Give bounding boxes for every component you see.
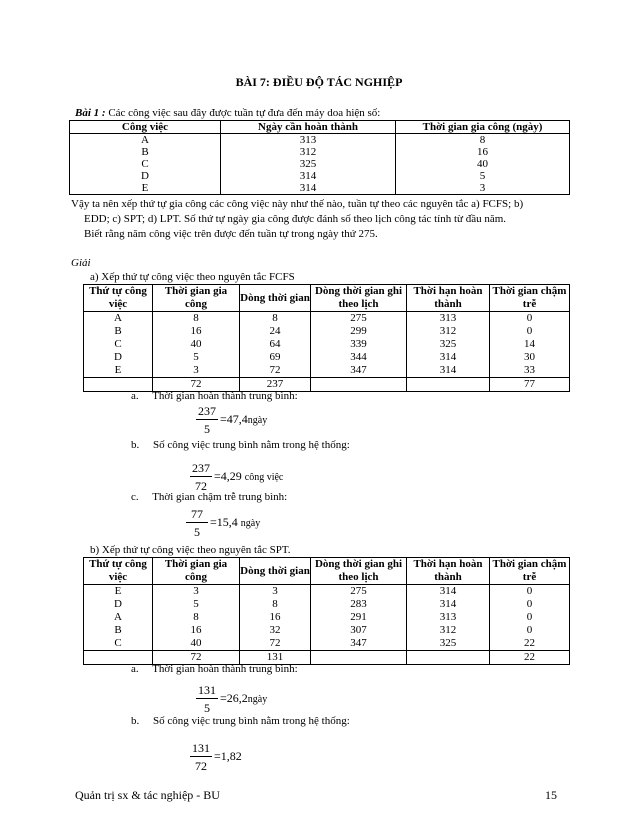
fraction-bar [190, 476, 212, 477]
jobs-table-header [70, 121, 570, 134]
table-cell: 8 [240, 598, 311, 611]
header-cell: Dòng thời gian [240, 558, 311, 585]
totals-cell: 72 [153, 378, 240, 392]
fraction-bar [186, 522, 208, 523]
fraction-result [220, 412, 267, 427]
fraction-unit: công việc [244, 472, 284, 483]
table-row [84, 585, 570, 599]
table-cell: 3 [479, 182, 486, 194]
table-cell: 314 [407, 598, 490, 611]
table-cell: D [70, 170, 221, 182]
table-cell: 312 [407, 325, 490, 338]
header-cell: Dòng thời gian [240, 285, 311, 312]
fraction-result [214, 749, 242, 764]
table-cell: 275 [311, 585, 407, 599]
table-cell: A [84, 312, 153, 326]
table-cell: D [84, 351, 153, 364]
table-cell: A [84, 611, 153, 624]
exercise-intro-text: Các công việc sau đây được tuần tự đưa đến máy doa hiện số: [108, 107, 381, 119]
exercise-intro [75, 107, 380, 119]
header-cell: Thời hạn hoàn thành [407, 558, 490, 585]
question-line-1: Vậy ta nên xếp thứ tự gia công các công việc này như thế nào, tuần tự theo các nguyên tắc a) FCFS; b) [71, 198, 524, 210]
table-cell: A [70, 134, 221, 147]
table-cell: 24 [240, 325, 311, 338]
table-cell: C [84, 637, 153, 651]
table-cell: 69 [240, 351, 311, 364]
header-cell: Dòng thời gian ghi theo lịch [311, 558, 407, 585]
fcfs-table-header [84, 285, 570, 312]
fraction-value: =15,4 [210, 515, 238, 529]
table-row [84, 338, 570, 351]
table-cell: E [70, 182, 221, 195]
fraction-denominator: 72 [195, 479, 207, 493]
totals-cell: 72 [153, 651, 240, 665]
header-cell: Thời gian gia công [153, 285, 240, 312]
item-label: a. [131, 663, 139, 675]
table-cell: 313 [221, 134, 396, 147]
part-b-item-a [131, 663, 298, 675]
item-label: a. [131, 390, 139, 402]
item-text: Thời gian chậm trễ trung bình: [152, 491, 288, 503]
totals-cell [311, 651, 407, 665]
table-cell: 344 [311, 351, 407, 364]
table-cell: C [84, 338, 153, 351]
table-cell: C [70, 158, 221, 170]
table-cell: 0 [490, 598, 570, 611]
fcfs-table-body [84, 312, 570, 392]
table-cell: 314 [221, 170, 396, 182]
fraction-bar [196, 419, 218, 420]
table-cell: 291 [311, 611, 407, 624]
fraction-value: =47,4 [220, 412, 248, 426]
table-row [70, 170, 570, 182]
table-cell: 312 [407, 624, 490, 637]
part-b-heading: b) Xếp thứ tự công việc theo nguyên tắc SPT. [90, 544, 291, 556]
table-cell: 0 [490, 624, 570, 637]
table-cell: 40 [477, 158, 488, 170]
fraction-bar [190, 756, 212, 757]
fraction-unit: ngày [240, 518, 261, 529]
fraction-unit: ngày [247, 415, 268, 426]
table-cell: 5 [479, 170, 486, 182]
table-cell: 22 [490, 637, 570, 651]
header-cell: Thời gian gia công [153, 558, 240, 585]
table-cell: 16 [153, 325, 240, 338]
table-row [70, 134, 570, 147]
item-label: b. [131, 715, 140, 727]
table-cell: 283 [311, 598, 407, 611]
part-a-item-b [131, 439, 350, 451]
header-cell: Thời gian chậm trễ [490, 558, 570, 585]
table-cell: D [84, 598, 153, 611]
header-cell: Thứ tự công việc [84, 558, 153, 585]
table-cell: 16 [153, 624, 240, 637]
item-label: c. [131, 491, 139, 503]
table-cell: 40 [153, 338, 240, 351]
fraction-unit: ngày [247, 694, 268, 705]
fraction-result [210, 515, 260, 530]
table-cell: 0 [490, 312, 570, 326]
table-cell: 5 [153, 598, 240, 611]
table-cell: 314 [407, 364, 490, 378]
table-row [84, 598, 570, 611]
spt-table-header [84, 558, 570, 585]
table-cell: E [84, 585, 153, 599]
part-a-item-a [131, 390, 298, 402]
table-row [84, 312, 570, 326]
jobs-table [69, 120, 570, 195]
table-row [70, 146, 570, 158]
table-cell: 33 [490, 364, 570, 378]
table-cell: 5 [153, 351, 240, 364]
table-cell: 325 [221, 158, 396, 170]
table-cell: 72 [240, 364, 311, 378]
table-row [70, 182, 570, 195]
table-cell: 0 [490, 585, 570, 599]
totals-cell [311, 378, 407, 392]
table-cell: 275 [311, 312, 407, 326]
spt-table-body [84, 585, 570, 665]
table-cell: 8 [153, 611, 240, 624]
table-cell: 0 [490, 611, 570, 624]
table-row [84, 637, 570, 651]
table-cell: 314 [407, 351, 490, 364]
table-cell: 3 [153, 585, 240, 599]
footer-text: Quản trị sx & tác nghiệp - BU [75, 788, 220, 802]
table-row [84, 325, 570, 338]
solution-label: Giải [71, 257, 91, 269]
totals-cell [407, 378, 490, 392]
fraction-numerator: 237 [192, 461, 210, 475]
table-cell: E [84, 364, 153, 378]
table-cell: 313 [407, 312, 490, 326]
item-text: Số công việc trung bình nằm trong hệ thống: [153, 439, 350, 451]
table-cell: 299 [311, 325, 407, 338]
fraction-numerator: 237 [198, 404, 216, 418]
totals-cell: 22 [490, 651, 570, 665]
table-cell: 64 [240, 338, 311, 351]
jobs-table-body [70, 134, 570, 195]
table-row [84, 364, 570, 378]
table-cell: 8 [240, 312, 311, 326]
table-cell: 8 [479, 134, 486, 146]
fraction-numerator: 131 [198, 683, 216, 697]
table-cell: 8 [153, 312, 240, 326]
totals-cell: 237 [240, 378, 311, 392]
table-cell: 314 [221, 182, 396, 195]
spt-table [83, 557, 570, 665]
table-cell: 347 [311, 364, 407, 378]
table-row [70, 158, 570, 170]
table-row [84, 624, 570, 637]
fraction-value: =26,2 [220, 691, 248, 705]
fcfs-table [83, 284, 570, 392]
header-cell: Thời gian chậm trễ [490, 285, 570, 312]
part-b-item-b [131, 715, 350, 727]
table-cell: 0 [490, 325, 570, 338]
fraction-denominator: 5 [204, 701, 210, 715]
fraction-denominator: 5 [194, 525, 200, 539]
table-cell: 40 [153, 637, 240, 651]
exercise-label: Bài 1 : [75, 107, 106, 119]
table-cell: 347 [311, 637, 407, 651]
table-cell: B [84, 325, 153, 338]
table-cell: 32 [240, 624, 311, 637]
header-cell: Thời hạn hoàn thành [407, 285, 490, 312]
table-cell: 312 [221, 146, 396, 158]
table-cell: 307 [311, 624, 407, 637]
fraction-value: =4,29 [214, 469, 242, 483]
fraction-bar [196, 698, 218, 699]
table-cell: 30 [490, 351, 570, 364]
totals-cell: 131 [240, 651, 311, 665]
table-cell: B [84, 624, 153, 637]
fraction-result [214, 469, 283, 484]
question-line-3: Biết rằng năm công việc trên được đến tuần tự trong ngày thứ 275. [84, 228, 378, 240]
fraction-value: =1,82 [214, 749, 242, 763]
page-title: BÀI 7: ĐIỀU ĐỘ TÁC NGHIỆP [235, 75, 403, 89]
header-cell: Dòng thời gian ghi theo lịch [311, 285, 407, 312]
header-cell: Ngày cần hoàn thành [221, 121, 396, 134]
table-cell: 339 [311, 338, 407, 351]
fraction-denominator: 5 [204, 422, 210, 436]
question-line-2: EDD; c) SPT; d) LPT. Số thứ tự ngày gia công được đánh số theo lịch công tác tính từ đầu năm. [84, 213, 507, 225]
table-cell: 325 [407, 637, 490, 651]
fraction-denominator: 72 [195, 759, 207, 773]
fraction-result [220, 691, 267, 706]
header-cell: Thời gian gia công (ngày) [396, 121, 570, 134]
part-a-item-c [131, 491, 287, 503]
table-cell: 16 [477, 146, 488, 158]
header-cell: Thứ tự công việc [84, 285, 153, 312]
table-row [84, 611, 570, 624]
table-cell: 3 [153, 364, 240, 378]
table-cell: 314 [407, 585, 490, 599]
totals-cell: 77 [490, 378, 570, 392]
fraction-numerator: 77 [191, 507, 203, 521]
item-text: Thời gian hoàn thành trung bình: [152, 663, 298, 675]
part-a-heading: a) Xếp thứ tự công việc theo nguyên tắc FCFS [90, 271, 295, 283]
table-cell: B [70, 146, 221, 158]
table-cell: 14 [490, 338, 570, 351]
totals-cell [407, 651, 490, 665]
table-row [84, 351, 570, 364]
page-number: 15 [545, 788, 557, 802]
table-cell: 313 [407, 611, 490, 624]
header-cell: Công việc [70, 121, 221, 134]
fraction-numerator: 131 [192, 741, 210, 755]
table-cell: 3 [240, 585, 311, 599]
table-cell: 325 [407, 338, 490, 351]
item-text: Thời gian hoàn thành trung bình: [152, 390, 298, 402]
table-cell: 72 [240, 637, 311, 651]
item-text: Số công việc trung bình nằm trong hệ thống: [153, 715, 350, 727]
table-cell: 16 [240, 611, 311, 624]
item-label: b. [131, 439, 140, 451]
